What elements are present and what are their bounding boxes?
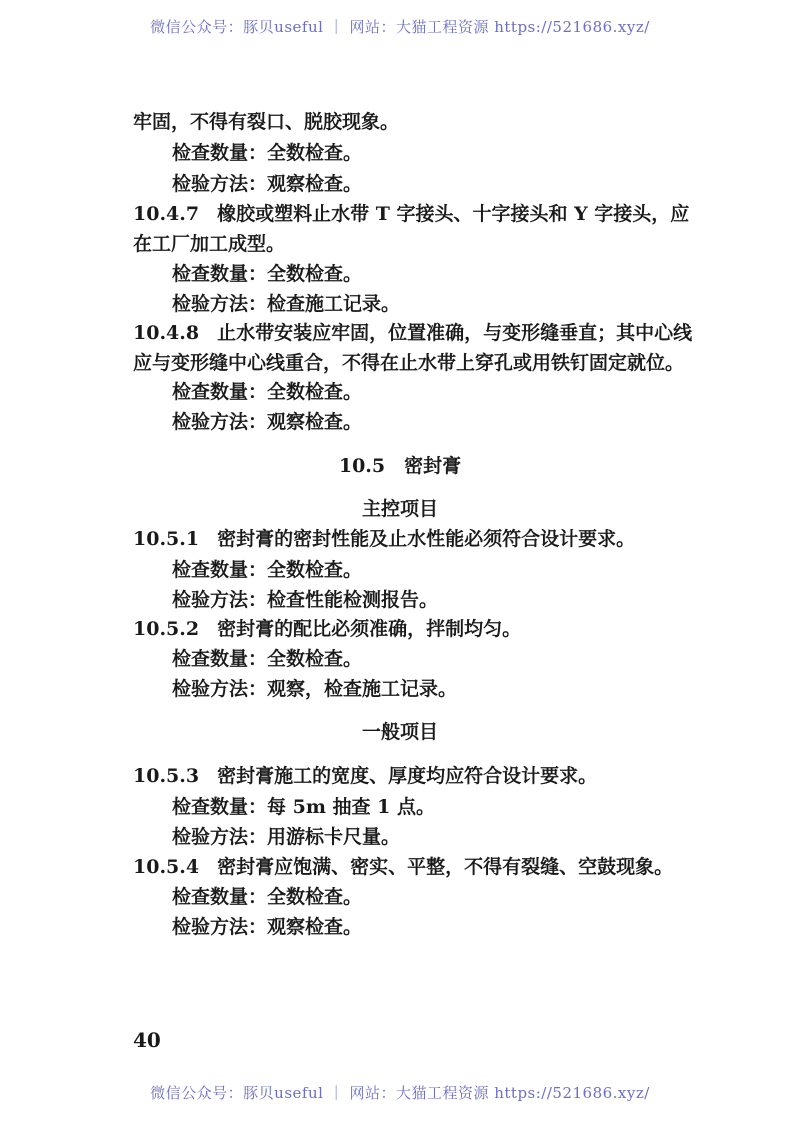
clause-10-5-3 xyxy=(133,764,597,788)
clause-number: 10.5.1 xyxy=(133,528,200,550)
clause-text: 密封膏的密封性能及止水性能必须符合设计要求。 xyxy=(217,528,636,550)
check-method-line: 检验方法：观察检查。 xyxy=(172,411,363,433)
check-method-line: 检验方法：用游标卡尺量。 xyxy=(172,826,401,848)
clause-text: 密封膏施工的宽度、厚度均应符合设计要求。 xyxy=(217,765,598,787)
clause-10-5-4 xyxy=(133,855,673,879)
check-method-line: 检验方法：观察检查。 xyxy=(172,916,363,938)
check-quantity-line: 检查数量：全数检查。 xyxy=(172,648,363,670)
clause-text: 密封膏的配比必须准确，拌制均匀。 xyxy=(217,618,522,640)
check-quantity-line: 检查数量：每 5m 抽查 1 点。 xyxy=(172,796,436,818)
clause-text: 密封膏应饱满、密实、平整，不得有裂缝、空鼓现象。 xyxy=(217,856,674,878)
clause-number: 10.5.4 xyxy=(133,856,200,878)
text-line: 应与变形缝中心线重合，不得在止水带上穿孔或用铁钉固定就位。 xyxy=(133,352,685,374)
watermark-top: 微信公众号：豚贝useful ｜ 网站：大猫工程资源 https://521686.xyz/ xyxy=(150,18,650,36)
check-quantity-line: 检查数量：全数检查。 xyxy=(172,381,363,403)
check-method-line: 检验方法：观察检查。 xyxy=(172,173,363,195)
clause-number: 10.5.2 xyxy=(133,618,200,640)
main-items-heading: 主控项目 xyxy=(361,498,438,520)
text-line: 在工厂加工成型。 xyxy=(133,233,286,255)
clause-text: 橡胶或塑料止水带 T 字接头、十字接头和 Y 字接头，应 xyxy=(217,203,690,225)
clause-number: 10.4.8 xyxy=(133,322,200,344)
check-quantity-line: 检查数量：全数检查。 xyxy=(172,886,363,908)
check-quantity-line: 检查数量：全数检查。 xyxy=(172,142,363,164)
check-method-line: 检验方法：检查性能检测报告。 xyxy=(172,589,439,611)
check-method-line: 检验方法：观察，检查施工记录。 xyxy=(172,678,458,700)
watermark-bottom: 微信公众号：豚贝useful ｜ 网站：大猫工程资源 https://521686.xyz/ xyxy=(150,1084,650,1102)
clause-number: 10.4.7 xyxy=(133,203,200,225)
clause-10-4-8 xyxy=(133,321,692,345)
check-quantity-line: 检查数量：全数检查。 xyxy=(172,263,363,285)
clause-text: 止水带安装应牢固，位置准确，与变形缝垂直；其中心线 xyxy=(217,322,693,344)
text-line: 牢固，不得有裂口、脱胶现象。 xyxy=(133,111,400,133)
general-items-heading: 一般项目 xyxy=(361,721,438,743)
page-number: 40 xyxy=(133,1028,161,1052)
check-method-line: 检验方法：检查施工记录。 xyxy=(172,293,401,315)
clause-10-5-1 xyxy=(133,527,635,551)
clause-10-4-7 xyxy=(133,202,689,226)
clause-10-5-2 xyxy=(133,617,521,641)
section-heading: 10.5 密封膏 xyxy=(338,455,462,477)
clause-number: 10.5.3 xyxy=(133,765,200,787)
check-quantity-line: 检查数量：全数检查。 xyxy=(172,559,363,581)
